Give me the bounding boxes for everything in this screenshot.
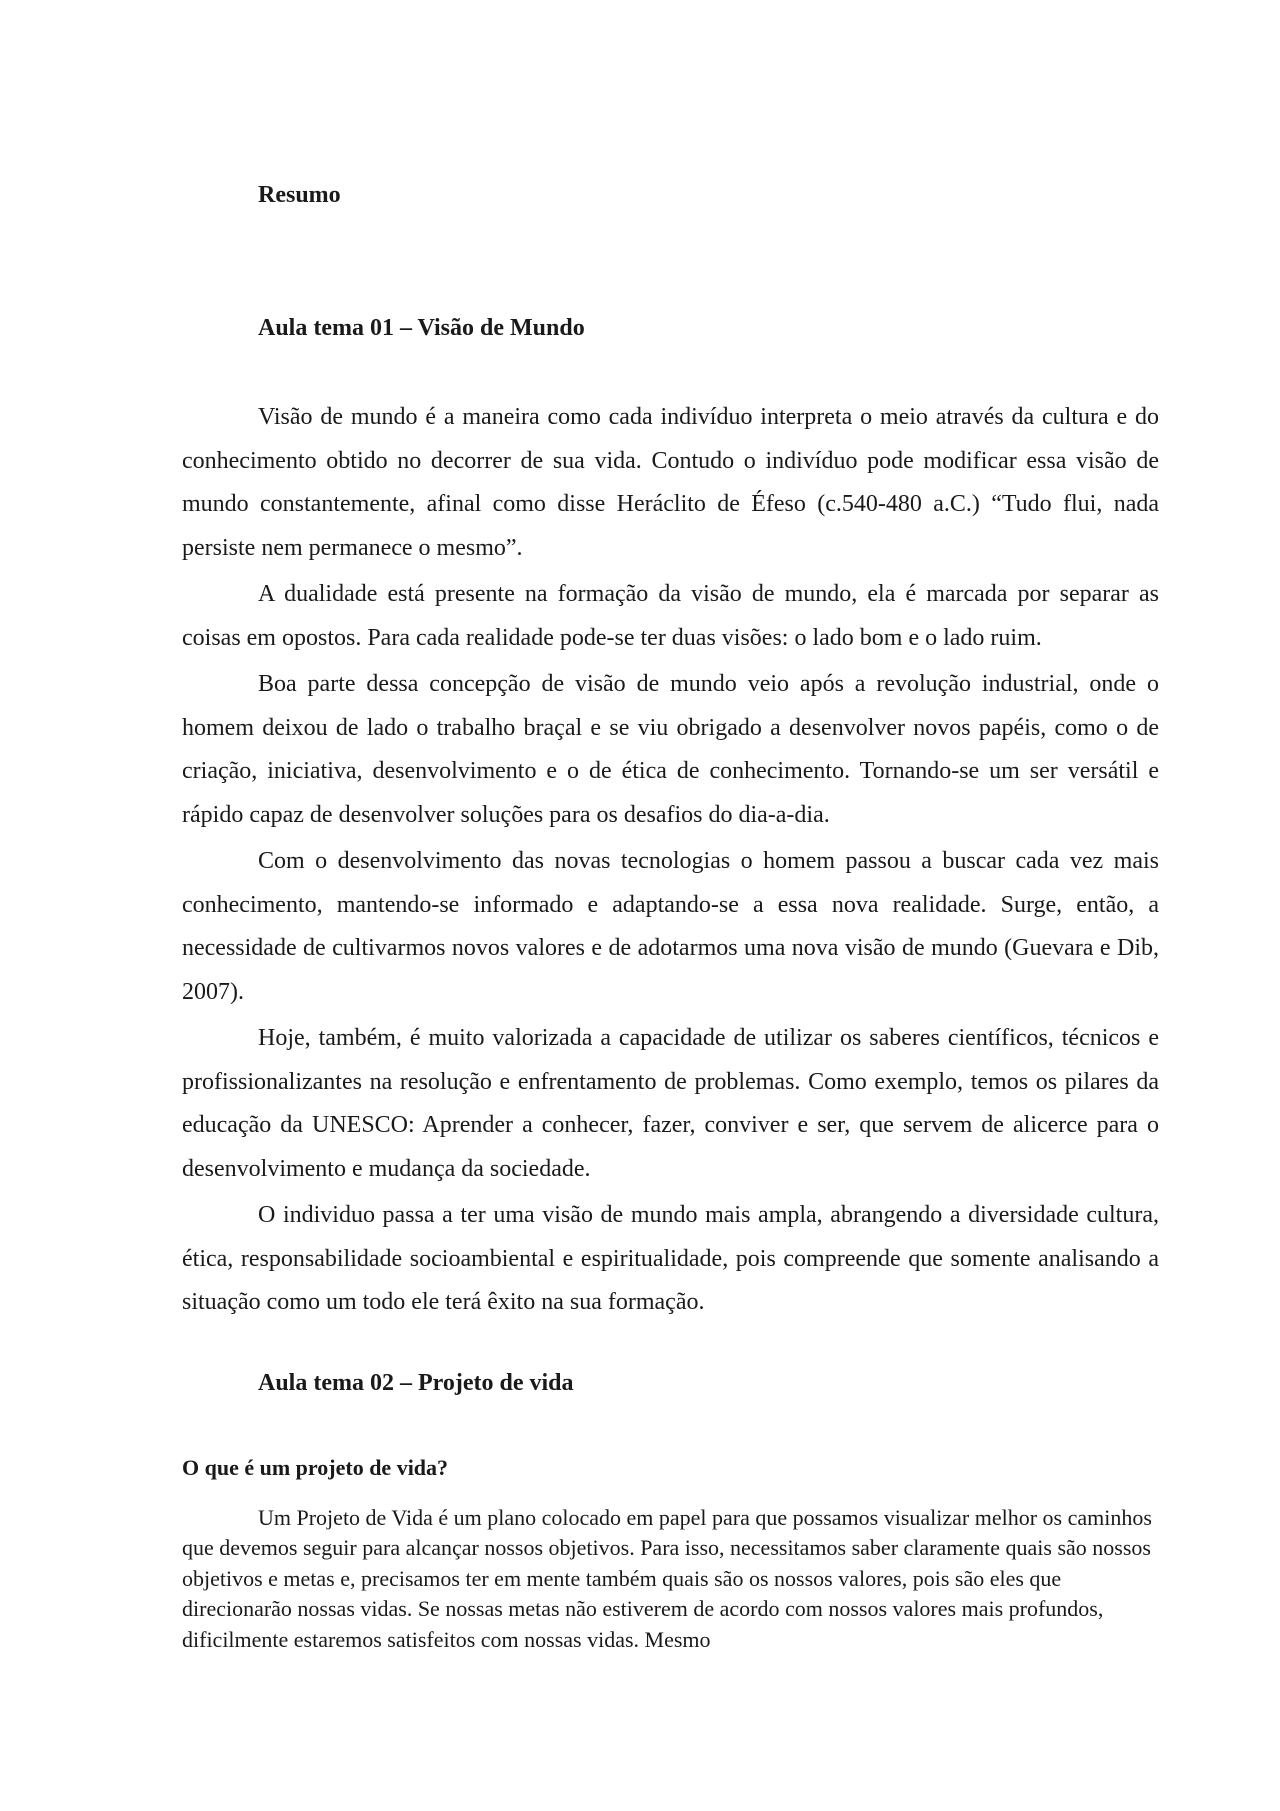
section-1-paragraph-2: A dualidade está presente na formação da visão de mundo, ela é marcada por separar as coisas em opostos. Para cada realidade pode-se ter duas visões: o lado bom e o lado ruim. — [182, 581, 1159, 651]
section-2-heading: Aula tema 02 – Projeto de vida — [258, 1370, 574, 1396]
section-2-paragraph-1: Um Projeto de Vida é um plano colocado em papel para que possamos visualizar melhor os caminhos que devemos seguir para alcançar nossos objetivos. Para isso, necessitamos saber claramente quais são nossos objetivos e metas e, precisamos ter em mente também quais são os nossos valores, pois são eles que direcionarão nossas vidas. Se nossas metas não estiverem de acordo com nossos valores mais profundos, dificilmente estaremos satisfeitos com nossas vidas. Mesmo — [182, 1505, 1152, 1652]
section-1-paragraph-3: Boa parte dessa concepção de visão de mundo veio após a revolução industrial, onde o homem deixou de lado o trabalho braçal e se viu obrigado a desenvolver novos papéis, como o de criação, iniciativa, desenvolvimento e o de ética de conhecimento. Tornando-se um ser versátil e rápido capaz de desenvolver soluções para os desafios do dia-a-dia. — [182, 671, 1159, 828]
section-1-paragraph-4: Com o desenvolvimento das novas tecnologias o homem passou a buscar cada vez mais conhecimento, mantendo-se informado e adaptando-se a essa nova realidade. Surge, então, a necessidade de cultivarmos novos valores e de adotarmos uma nova visão de mundo (Guevara e Dib, 2007). — [182, 848, 1159, 1005]
section-1-heading: Aula tema 01 – Visão de Mundo — [258, 315, 585, 341]
section-1-paragraph-1: Visão de mundo é a maneira como cada indivíduo interpreta o meio através da cultura e do conhecimento obtido no decorrer de sua vida. Contudo o indivíduo pode modificar essa visão de mundo constantemente, afinal como disse Heráclito de Éfeso (c.540-480 a.C.) “Tudo flui, nada persiste nem permanece o mesmo”. — [182, 404, 1159, 561]
section-2-body — [182, 1503, 1159, 1655]
document-title: Resumo — [258, 182, 341, 208]
section-2-subheading: O que é um projeto de vida? — [182, 1455, 449, 1480]
section-1-paragraph-5: Hoje, também, é muito valorizada a capacidade de utilizar os saberes científicos, técnicos e profissionalizantes na resolução e enfrentamento de problemas. Como exemplo, temos os pilares da educação da UNESCO: Aprender a conhecer, fazer, conviver e ser, que servem de alicerce para o desenvolvimento e mudança da sociedade. — [182, 1025, 1159, 1182]
section-1-body — [182, 396, 1159, 1325]
section-1-paragraph-6: O individuo passa a ter uma visão de mundo mais ampla, abrangendo a diversidade cultura, ética, responsabilidade socioambiental e espiritualidade, pois compreende que somente analisando a situação como um todo ele terá êxito na sua formação. — [182, 1202, 1159, 1315]
